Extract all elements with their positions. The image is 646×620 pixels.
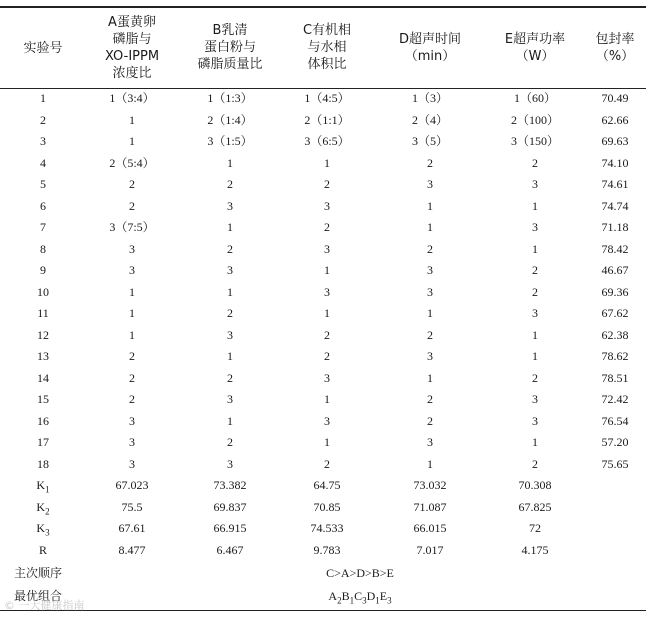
encapsulation-rate-cell: 74.61 <box>601 177 629 191</box>
experiment-no-cell: 15 <box>37 392 49 406</box>
encapsulation-rate-cell: 78.42 <box>601 241 629 256</box>
factor-level-cell: 1 <box>532 327 538 342</box>
encapsulation-rate-cell: 72.42 <box>601 392 629 406</box>
encapsulation-rate-cell: 62.66 <box>601 112 629 127</box>
range-analysis-label: $K_3$ <box>36 521 50 538</box>
range-analysis-value: 69.837 <box>213 499 247 514</box>
range-analysis-label: R <box>38 542 47 557</box>
factor-level-cell: 3 <box>129 413 135 428</box>
optimal-value <box>260 586 460 611</box>
range-analysis-value: 66.915 <box>213 521 247 535</box>
table-row <box>0 303 646 324</box>
range-analysis-value: 72 <box>529 521 541 535</box>
experiment-no-cell: 16 <box>37 413 49 428</box>
factor-level-cell: 1 <box>427 220 433 234</box>
encapsulation-rate-cell: 74.10 <box>601 155 629 170</box>
factor-level-cell: 1 <box>324 392 330 406</box>
encapsulation-rate-cell: 78.62 <box>601 349 629 363</box>
factor-level-cell: 3（6:5） <box>304 134 350 148</box>
header-factor-b: B乳清 蛋白粉与 磷脂质量比 <box>197 23 263 72</box>
range-analysis-value: 70.85 <box>313 499 341 514</box>
factor-level-cell: 1 <box>227 413 233 428</box>
factor-level-cell: 1 <box>427 306 433 320</box>
factor-level-cell: 1 <box>532 349 538 363</box>
encapsulation-rate-cell: 78.51 <box>601 370 629 385</box>
factor-level-cell: 2 <box>427 155 433 170</box>
table-row <box>0 131 646 152</box>
factor-level-cell: 3 <box>324 370 330 385</box>
factor-level-cell: 2 <box>227 435 233 449</box>
factor-level-cell: 1 <box>227 284 233 299</box>
range-analysis-value: 6.467 <box>216 542 244 557</box>
factor-level-cell: 3 <box>227 456 233 471</box>
range-analysis-value: 67.61 <box>118 521 146 535</box>
encapsulation-rate-cell: 62.38 <box>601 327 629 342</box>
factor-level-cell: 2 <box>532 284 538 299</box>
factor-level-cell: 3（5） <box>411 134 448 148</box>
factor-level-cell: 2 <box>532 370 538 385</box>
range-analysis-row <box>0 540 646 561</box>
factor-level-cell: 3 <box>532 306 538 320</box>
experiment-no-cell: 17 <box>37 435 49 449</box>
factor-level-cell: 2 <box>324 456 330 471</box>
header-experiment-no: 实验号 <box>23 41 63 56</box>
factor-level-cell: 2 <box>324 220 330 234</box>
factor-level-cell: 2 <box>532 155 538 170</box>
factor-level-cell: 2 <box>227 241 233 256</box>
encapsulation-rate-cell: 75.65 <box>601 456 629 471</box>
table-row <box>0 282 646 303</box>
optimal-factor: D <box>366 589 376 603</box>
table-row <box>0 153 646 174</box>
factor-level-cell: 1 <box>427 198 433 213</box>
table-row <box>0 346 646 367</box>
factor-level-cell: 2 <box>129 198 135 213</box>
factor-level-cell: 1 <box>324 263 330 277</box>
factor-level-cell: 3（7:5） <box>109 220 155 234</box>
factor-level-cell: 1 <box>129 134 135 148</box>
factor-level-cell: 1 <box>532 435 538 449</box>
factor-level-cell: 1 <box>227 155 233 170</box>
header-factor-c: C有机相 与水相 体积比 <box>302 23 352 72</box>
range-analysis-value: 73.032 <box>413 478 447 492</box>
factor-level-cell: 2 <box>427 241 433 256</box>
table-row <box>0 432 646 453</box>
table-row <box>0 88 646 109</box>
factor-level-cell: 1 <box>227 220 233 234</box>
experiment-no-cell: 13 <box>37 349 49 363</box>
factor-level-cell: 1（3） <box>411 91 448 105</box>
table-row <box>0 196 646 217</box>
encapsulation-rate-cell: 67.62 <box>601 306 629 320</box>
factor-level-cell: 1 <box>129 327 135 342</box>
factor-level-cell: 3 <box>227 327 233 342</box>
optimal-factor: B <box>341 589 350 603</box>
factor-level-cell: 3 <box>129 435 135 449</box>
factor-level-cell: 2（5:4） <box>109 155 155 170</box>
table-row <box>0 454 646 475</box>
optimal-level: 2 <box>337 595 342 606</box>
header-encapsulation-rate: 包封率 （%） <box>595 32 635 64</box>
factor-level-cell: 3 <box>129 456 135 471</box>
range-analysis-value: 4.175 <box>521 542 549 557</box>
range-analysis-row <box>0 518 646 539</box>
experiment-no-cell: 11 <box>37 306 49 320</box>
encapsulation-rate-cell: 74.74 <box>601 198 629 213</box>
optimal-factor: A <box>328 589 338 603</box>
table-row <box>0 239 646 260</box>
experiment-no-cell: 14 <box>37 370 49 385</box>
order-value: C>A>D>B>E <box>326 566 394 580</box>
optimal-level: 1 <box>375 595 380 606</box>
factor-level-cell: 1 <box>532 241 538 256</box>
range-analysis-value: 67.825 <box>518 499 552 514</box>
factor-level-cell: 1 <box>129 284 135 299</box>
header-factor-d: D超声时间 （min） <box>398 32 461 64</box>
factor-level-cell: 2 <box>427 413 433 428</box>
range-analysis-value: 8.477 <box>118 542 146 557</box>
range-analysis-value: 71.087 <box>413 499 447 514</box>
table-row <box>0 174 646 195</box>
factor-level-cell: 2 <box>227 370 233 385</box>
factor-level-cell: 1 <box>532 198 538 213</box>
experiment-no-cell: 4 <box>40 155 46 170</box>
range-analysis-value: 66.015 <box>413 521 447 535</box>
optimal-label: 最优组合 <box>14 589 63 603</box>
experiment-no-cell: 5 <box>40 177 46 191</box>
experiment-no-cell: 8 <box>40 241 46 256</box>
experiment-no-cell: 10 <box>37 284 49 299</box>
factor-level-cell: 2 <box>129 177 135 191</box>
factor-level-cell: 2 <box>129 370 135 385</box>
range-analysis-value: 75.5 <box>121 499 143 514</box>
factor-level-cell: 2 <box>532 456 538 471</box>
encapsulation-rate-cell: 71.18 <box>601 220 629 234</box>
factor-level-cell: 3 <box>324 413 330 428</box>
range-analysis-value: 73.382 <box>213 478 247 492</box>
order-label: 主次顺序 <box>14 566 63 580</box>
factor-level-cell: 1（3:4） <box>109 91 155 105</box>
table-row <box>0 217 646 238</box>
table-row <box>0 260 646 281</box>
experiment-no-cell: 12 <box>37 327 49 342</box>
range-analysis-row <box>0 475 646 496</box>
factor-level-cell: 3 <box>427 177 433 191</box>
factor-level-cell: 2（1:1） <box>304 112 350 127</box>
factor-level-cell: 3 <box>532 220 538 234</box>
optimal-level: 3 <box>387 595 392 606</box>
factor-level-cell: 3 <box>129 241 135 256</box>
range-analysis-row <box>0 497 646 518</box>
range-analysis-value: 7.017 <box>416 542 444 557</box>
factor-level-cell: 3 <box>427 263 433 277</box>
range-analysis-value: 9.783 <box>313 542 341 557</box>
table-row <box>0 389 646 410</box>
factor-level-cell: 1 <box>129 306 135 320</box>
factor-level-cell: 1 <box>129 112 135 127</box>
factor-level-cell: 2 <box>427 392 433 406</box>
factor-level-cell: 3 <box>532 392 538 406</box>
table-row <box>0 325 646 346</box>
table-row <box>0 411 646 432</box>
factor-level-cell: 3 <box>324 284 330 299</box>
range-analysis-label: $K_1$ <box>36 478 50 495</box>
experiment-no-cell: 2 <box>40 112 46 127</box>
factor-level-cell: 3 <box>532 413 538 428</box>
experiment-no-cell: 18 <box>37 456 49 471</box>
factor-level-cell: 2（1:4） <box>207 112 253 127</box>
experiment-no-cell: 7 <box>40 220 46 234</box>
factor-level-cell: 3 <box>324 241 330 256</box>
factor-level-cell: 3（150） <box>510 134 559 148</box>
factor-level-cell: 2 <box>227 306 233 320</box>
factor-level-cell: 2 <box>227 177 233 191</box>
factor-level-cell: 2 <box>129 349 135 363</box>
range-analysis-value: 74.533 <box>310 521 344 535</box>
factor-level-cell: 1 <box>227 349 233 363</box>
factor-level-cell: 3 <box>129 263 135 277</box>
factor-level-cell: 2 <box>427 327 433 342</box>
factor-level-cell: 3 <box>427 435 433 449</box>
header-factor-a: A蛋黄卵 磷脂与 XO-IPPM 浓度比 <box>104 15 160 81</box>
factor-level-cell: 3 <box>227 263 233 277</box>
factor-level-cell: 3 <box>427 284 433 299</box>
factor-level-cell: 1 <box>324 306 330 320</box>
encapsulation-rate-cell: 57.20 <box>601 435 629 449</box>
factor-level-cell: 2 <box>129 392 135 406</box>
factor-level-cell: 3 <box>532 177 538 191</box>
experiment-no-cell: 3 <box>40 134 46 148</box>
experiment-no-cell: 6 <box>40 198 46 213</box>
table-bottom-rule <box>0 610 646 611</box>
factor-level-cell: 1 <box>324 155 330 170</box>
range-analysis-value: 64.75 <box>313 478 341 492</box>
factor-level-cell: 1（60） <box>513 91 556 105</box>
header-factor-e: E超声功率 （W） <box>504 32 566 64</box>
range-analysis-label: $K_2$ <box>36 499 50 516</box>
encapsulation-rate-cell: 69.63 <box>601 134 629 148</box>
encapsulation-rate-cell: 69.36 <box>601 284 629 299</box>
table-top-rule <box>0 6 646 8</box>
optimal-factor: E <box>379 589 388 603</box>
factor-level-cell: 2 <box>532 263 538 277</box>
factor-level-cell: 3（1:5） <box>207 134 253 148</box>
factor-level-cell: 1（1:3） <box>207 91 253 105</box>
factor-level-cell: 2 <box>324 177 330 191</box>
factor-level-cell: 2 <box>324 349 330 363</box>
range-analysis-value: 70.308 <box>518 478 552 492</box>
encapsulation-rate-cell: 46.67 <box>601 263 629 277</box>
optimal-level: 3 <box>362 595 367 606</box>
factor-level-cell: 2 <box>324 327 330 342</box>
factor-level-cell: 1 <box>324 435 330 449</box>
factor-level-cell: 1（4:5） <box>304 91 350 105</box>
factor-level-cell: 2（100） <box>510 112 559 127</box>
watermark: © 一大健康指南 <box>4 599 85 612</box>
factor-level-cell: 3 <box>227 392 233 406</box>
table-row <box>0 368 646 389</box>
table-row <box>0 110 646 131</box>
factor-level-cell: 1 <box>427 456 433 471</box>
optimal-level: 1 <box>349 595 355 606</box>
factor-level-cell: 3 <box>227 198 233 213</box>
experiment-no-cell: 1 <box>40 91 46 105</box>
factor-level-cell: 1 <box>427 370 433 385</box>
factor-level-cell: 2（4） <box>411 112 448 127</box>
factor-level-cell: 3 <box>427 349 433 363</box>
experiment-no-cell: 9 <box>40 263 46 277</box>
encapsulation-rate-cell: 76.54 <box>601 413 629 428</box>
factor-level-cell: 3 <box>324 198 330 213</box>
range-analysis-value: 67.023 <box>115 478 149 492</box>
optimal-factor: C <box>354 589 363 603</box>
encapsulation-rate-cell: 70.49 <box>601 91 629 105</box>
